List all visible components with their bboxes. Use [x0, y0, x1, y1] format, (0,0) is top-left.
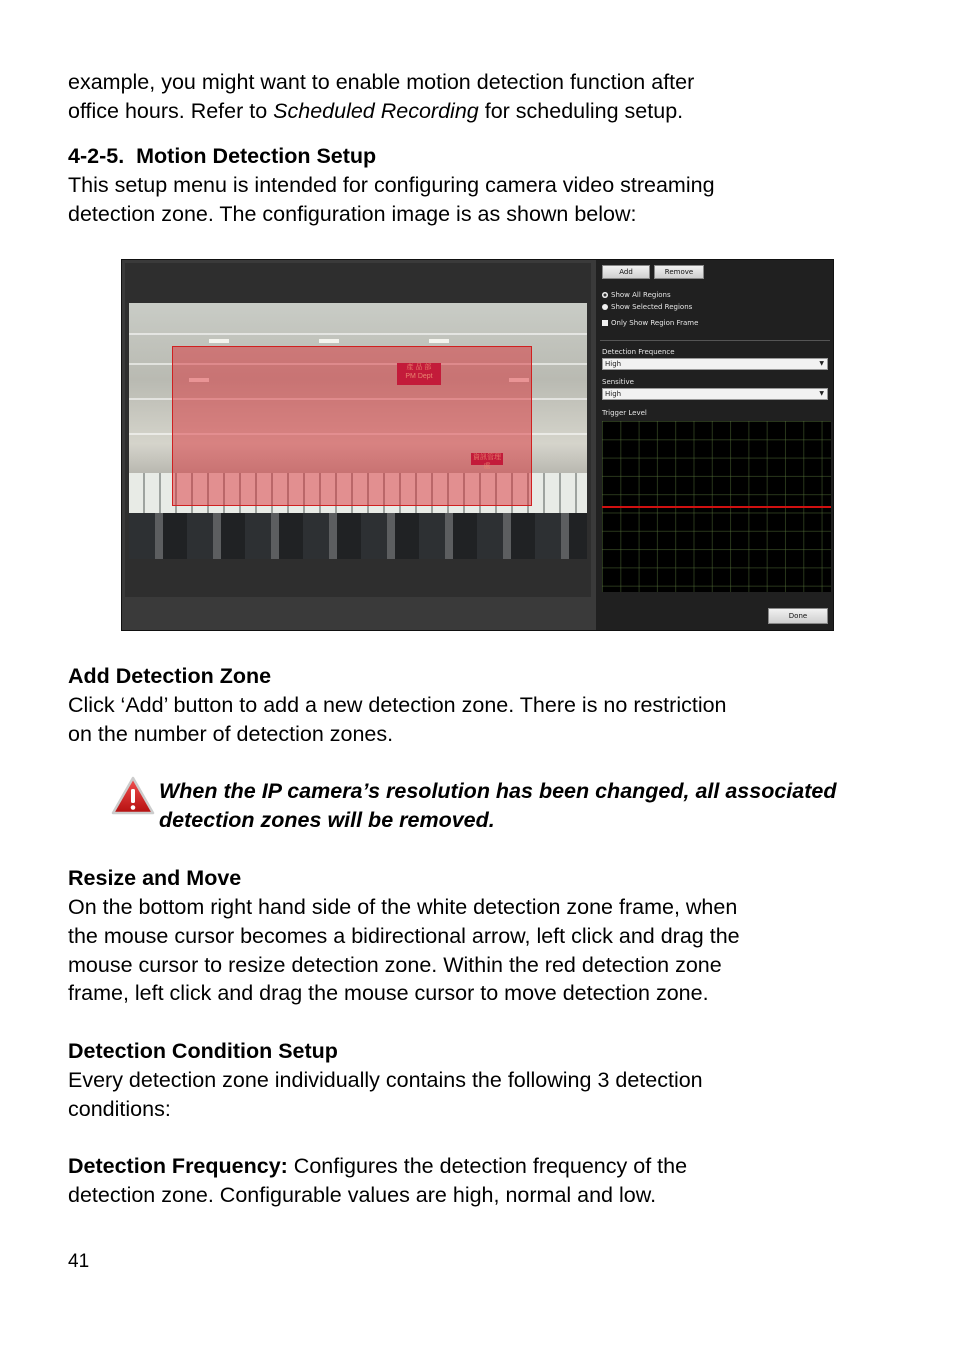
detection-frequence-select[interactable] — [602, 358, 828, 370]
intro-line-2a: office hours. Refer to — [68, 98, 274, 123]
dropdown-arrow-icon: ▼ — [819, 390, 824, 397]
trigger-level-graph — [602, 421, 831, 592]
video-panel — [125, 263, 591, 597]
panel-divider — [600, 340, 830, 341]
intro-paragraph — [68, 68, 694, 126]
motion-detection-screenshot — [121, 259, 834, 631]
intro-line-2b: for scheduling setup. — [478, 98, 684, 123]
radio-selected-icon — [602, 292, 608, 298]
frequency-line-1: Configures the detection frequency of the — [287, 1154, 688, 1178]
only-show-region-frame-option[interactable] — [602, 319, 698, 328]
show-all-regions-label: Show All Regions — [611, 291, 671, 299]
frequency-line-2: detection zone. Configurable values are high, normal and low. — [68, 1182, 657, 1207]
resize-line-4: frame, left click and drag the mouse cursor to move detection zone. — [68, 981, 709, 1006]
add-zone-heading: Add Detection Zone — [68, 664, 272, 688]
warning-line-2: detection zones will be removed. — [159, 807, 495, 832]
sensitive-select[interactable] — [602, 388, 828, 400]
checkbox-icon — [602, 320, 608, 326]
settings-side-panel — [596, 260, 834, 631]
frequency-term: Detection Frequency: — [68, 1154, 288, 1178]
frequency-paragraph — [68, 1152, 687, 1210]
warning-text — [159, 777, 839, 835]
condition-heading: Detection Condition Setup — [68, 1039, 338, 1063]
sensitive-label: Sensitive — [602, 378, 634, 386]
ceiling-light — [209, 339, 229, 343]
section-number: 4-2-5. — [68, 144, 125, 168]
condition-line-1: Every detection zone individually contains the following 3 detection — [68, 1068, 703, 1092]
sensitive-value: High — [605, 390, 622, 398]
warning-icon — [111, 776, 155, 816]
trigger-level-label: Trigger Level — [602, 409, 647, 417]
condition-line-2: conditions: — [68, 1096, 171, 1121]
sign-main-text: 產 品 部 — [406, 364, 432, 371]
add-zone-body — [68, 691, 727, 749]
detection-frequence-value: High — [605, 360, 622, 368]
resize-body — [68, 893, 740, 1008]
page-number: 41 — [68, 1251, 90, 1272]
show-selected-regions-label: Show Selected Regions — [611, 303, 693, 311]
condition-body — [68, 1066, 703, 1124]
done-button[interactable]: Done — [768, 608, 828, 624]
scheduled-recording-ref: Scheduled Recording — [273, 98, 479, 123]
intro-line-1: example, you might want to enable motion detection function after — [68, 70, 695, 94]
show-all-regions-option[interactable] — [602, 291, 671, 300]
section-body — [68, 171, 715, 229]
resize-line-1: On the bottom right hand side of the white detection zone frame, when — [68, 895, 738, 919]
ceiling-light — [319, 339, 339, 343]
office-desks — [129, 513, 587, 559]
small-sign-text: 資訊管理處 — [473, 454, 501, 470]
detection-zone[interactable] — [172, 346, 532, 506]
add-button[interactable]: Add — [602, 265, 650, 279]
show-selected-regions-option[interactable] — [602, 303, 692, 312]
resize-line-3: mouse cursor to resize detection zone. Within the red detection zone — [68, 952, 722, 977]
sign-sub-text: PM Dept — [405, 373, 433, 380]
add-zone-line-1: Click ‘Add’ button to add a new detection zone. There is no restriction — [68, 693, 727, 717]
section-heading — [68, 142, 376, 171]
camera-video-feed — [129, 303, 587, 559]
resize-line-2: the mouse cursor becomes a bidirectional arrow, left click and drag the — [68, 923, 740, 948]
add-zone-line-2: on the number of detection zones. — [68, 721, 394, 746]
ceiling-light — [429, 339, 449, 343]
trigger-level-line[interactable] — [602, 506, 831, 508]
section-title: Motion Detection Setup — [136, 144, 377, 168]
section-body-line-1: This setup menu is intended for configuring camera video streaming — [68, 173, 715, 197]
resize-heading: Resize and Move — [68, 866, 242, 890]
dropdown-arrow-icon: ▼ — [819, 360, 824, 367]
only-show-region-frame-label: Only Show Region Frame — [611, 319, 699, 327]
detection-frequence-label: Detection Frequence — [602, 348, 675, 356]
remove-button[interactable]: Remove — [654, 265, 704, 279]
section-body-line-2: detection zone. The configuration image is as shown below: — [68, 201, 637, 226]
ceiling-grid-line — [129, 333, 587, 335]
warning-line-1: When the IP camera’s resolution has been changed, all associated — [159, 779, 837, 803]
radio-icon — [602, 304, 608, 310]
